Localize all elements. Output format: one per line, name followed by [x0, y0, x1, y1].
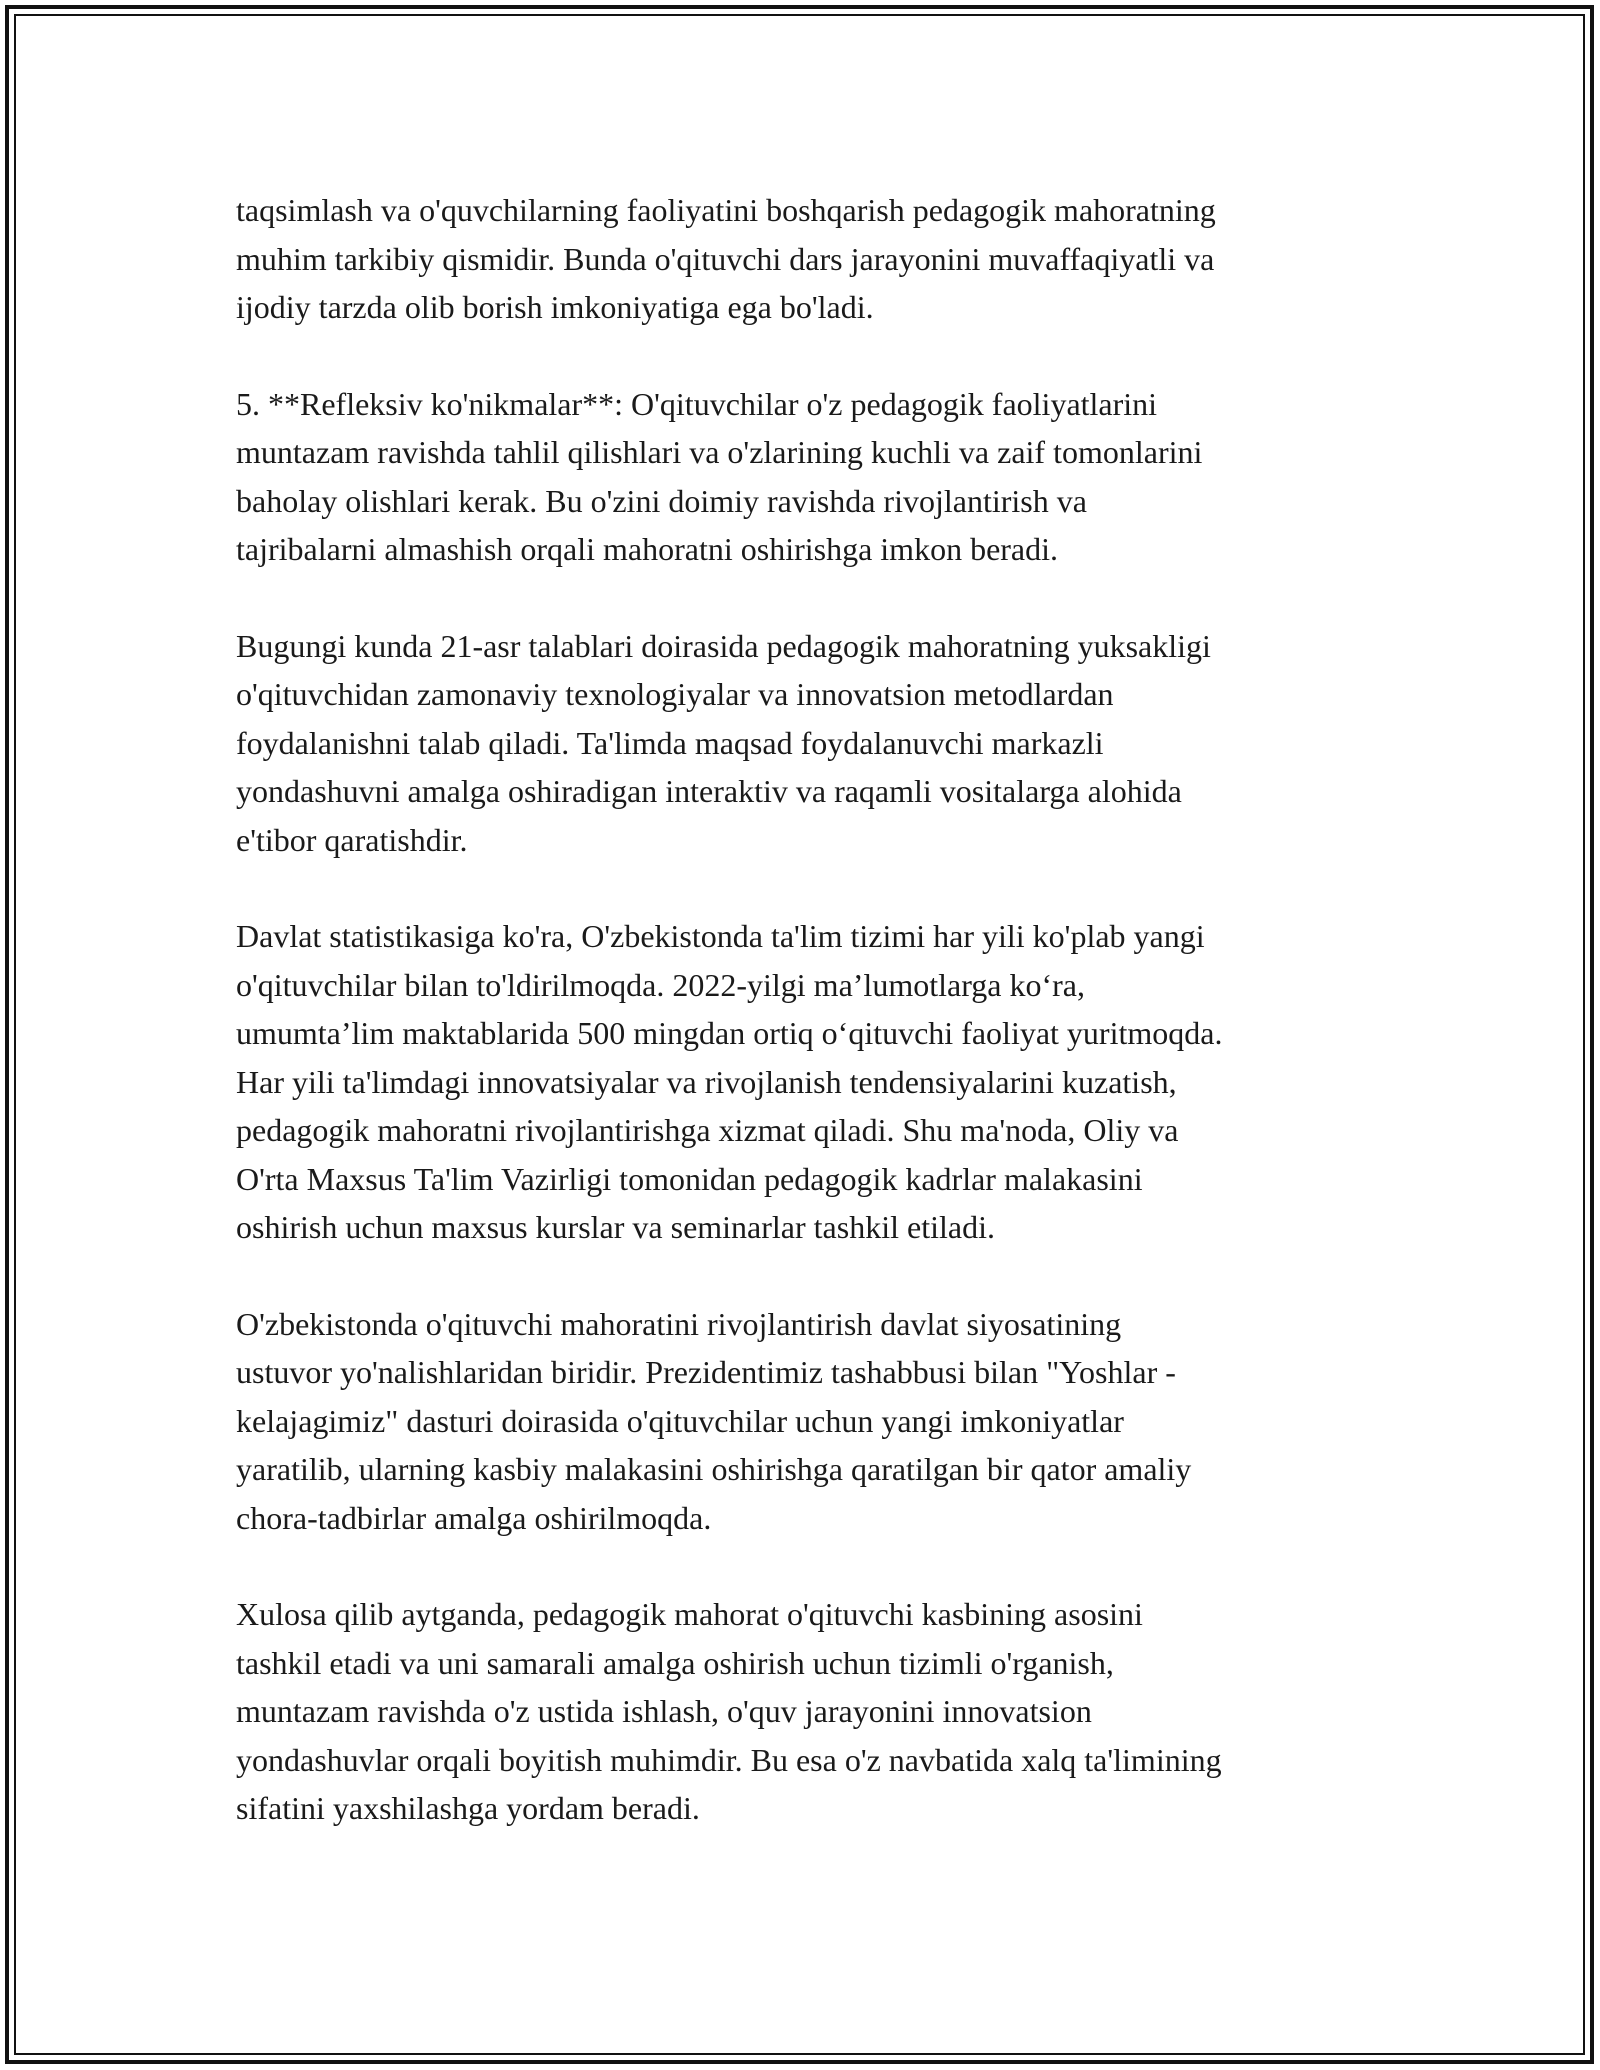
text-line: sifatini yaxshilashga yordam beradi.: [236, 1790, 700, 1826]
text-line: O'rta Maxsus Ta'lim Vazirligi tomonidan pedagogik kadrlar malakasini: [236, 1160, 1143, 1197]
document-body: [236, 186, 1376, 1881]
text-line: chora-tadbirlar amalga oshirilmoqda.: [236, 1499, 712, 1536]
text-line: yaratilib, ularning kasbiy malakasini oshirishga qaratilgan bir qator amaliy: [236, 1451, 1192, 1487]
text-line: oshirish uchun maxsus kurslar va seminarlar tashkil etiladi.: [236, 1209, 995, 1245]
text-line: O'zbekistonda o'qituvchi mahoratini rivojlantirish davlat siyosatining: [236, 1305, 1122, 1342]
text-line: muntazam ravishda o'z ustida ishlash, o'quv jarayonini innovatsion: [236, 1693, 1092, 1729]
text-line: foydalanishni talab qiladi. Ta'limda maqsad foydalanuvchi markazli: [236, 724, 1104, 761]
text-line: yondashuvni amalga oshiradigan interaktiv va raqamli vositalarga alohida: [236, 773, 1182, 809]
text-line: taqsimlash va o'quvchilarning faoliyatini boshqarish pedagogik mahoratning: [236, 192, 1216, 228]
text-line: baholay olishlari kerak. Bu o'zini doimiy ravishda rivojlantirish va: [236, 482, 1087, 519]
text-line: ijodiy tarzda olib borish imkoniyatiga ega bo'ladi.: [236, 289, 874, 325]
text-line: 5. **Refleksiv ko'nikmalar**: O'qituvchilar o'z pedagogik faoliyatlarini: [236, 385, 1158, 422]
paragraph-2: [236, 380, 1376, 574]
paragraph-3: [236, 622, 1376, 865]
text-line: e'tibor qaratishdir.: [236, 821, 468, 858]
text-line: pedagogik mahoratni rivojlantirishga xizmat qiladi. Shu ma'noda, Oliy va: [236, 1112, 1179, 1148]
text-line: yondashuvlar orqali boyitish muhimdir. Bu esa o'z navbatida xalq ta'limining: [236, 1741, 1222, 1778]
text-line: tajribalarni almashish orqali mahoratni oshirishga imkon beradi.: [236, 531, 1059, 567]
paragraph-5: [236, 1300, 1376, 1543]
text-line: Har yili ta'limdagi innovatsiyalar va rivojlanish tendensiyalarini kuzatish,: [236, 1063, 1177, 1100]
text-line: o'qituvchilar bilan to'ldirilmoqda. 2022-yilgi ma’lumotlarga ko‘ra,: [236, 966, 1085, 1003]
text-line: kelajagimiz" dasturi doirasida o'qituvchilar uchun yangi imkoniyatlar: [236, 1402, 1124, 1439]
text-line: Davlat statistikasiga ko'ra, O'zbekistonda ta'lim tizimi har yili ko'plab yangi: [236, 918, 1205, 954]
text-line: ustuvor yo'nalishlaridan biridir. Prezidentimiz tashabbusi bilan "Yoshlar -: [236, 1354, 1176, 1390]
text-line: umumta’lim maktablarida 500 mingdan ortiq o‘qituvchi faoliyat yuritmoqda.: [236, 1015, 1223, 1051]
text-line: Bugungi kunda 21-asr talablari doirasida pedagogik mahoratning yuksakligi: [236, 627, 1211, 664]
text-line: muhim tarkibiy qismidir. Bunda o'qituvchi dars jarayonini muvaffaqiyatli va: [236, 240, 1215, 277]
text-line: muntazam ravishda tahlil qilishlari va o'zlarining kuchli va zaif tomonlarini: [236, 434, 1203, 470]
text-line: Xulosa qilib aytganda, pedagogik mahorat o'qituvchi kasbining asosini: [236, 1596, 1143, 1632]
text-line: tashkil etadi va uni samarali amalga oshirish uchun tizimli o'rganish,: [236, 1644, 1114, 1681]
text-line: o'qituvchidan zamonaviy texnologiyalar va innovatsion metodlardan: [236, 676, 1114, 712]
paragraph-4: [236, 912, 1376, 1252]
paragraph-6: [236, 1590, 1376, 1833]
paragraph-1: [236, 186, 1376, 332]
